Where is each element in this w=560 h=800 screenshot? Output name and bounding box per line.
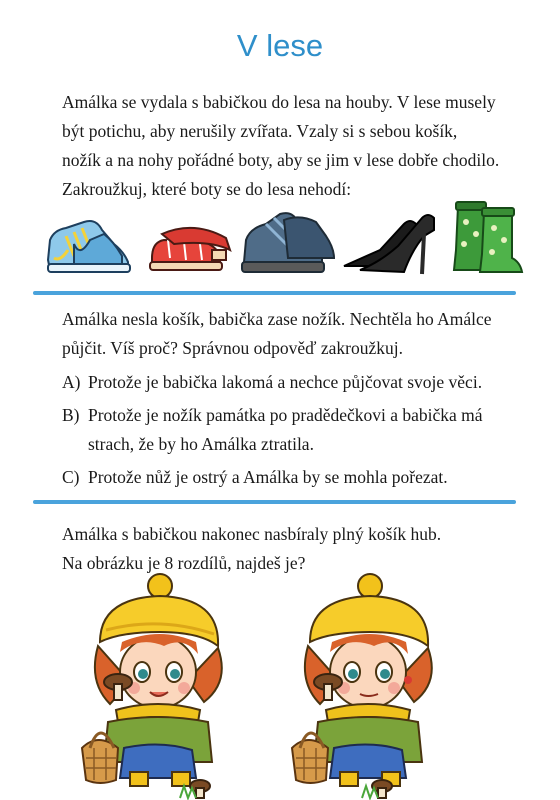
intro-line: být potichu, aby nerušily zvířata. Vzaly si s sebou košík, (62, 121, 458, 141)
answer-options (62, 368, 532, 496)
question-line: Amálka nesla košík, babička zase nožík. Nechtěla ho Amálce (62, 309, 492, 329)
shoes-row (44, 200, 524, 280)
option-letter: B) (62, 405, 80, 425)
section-divider (33, 500, 516, 504)
option-letter: C) (62, 467, 80, 487)
question-paragraph (62, 305, 532, 363)
answer-option-c[interactable] (62, 463, 532, 492)
question-line: půjčit. Víš proč? Správnou odpověď zakroužkuj. (62, 338, 403, 358)
intro-line: Zakroužkuj, které boty se do lesa nehodí: (62, 179, 352, 199)
hiking-boots-icon[interactable] (242, 213, 334, 272)
puzzle-line: Na obrázku je 8 rozdílů, najdeš je? (62, 553, 306, 573)
option-letter: A) (62, 372, 81, 392)
girl-icon (82, 574, 222, 798)
option-text: Protože je nožík památka po pradědečkovi a babička má strach, že by ho Amálka ztratila. (88, 405, 483, 454)
rain-boots-icon[interactable] (454, 202, 522, 272)
sandals-icon[interactable] (150, 228, 230, 270)
answer-option-a[interactable] (62, 368, 532, 397)
puzzle-paragraph (62, 520, 532, 578)
intro-line: Amálka se vydala s babičkou do lesa na houby. V lese musely (62, 92, 496, 112)
intro-line: nožík a na nohy pořádné boty, aby se jim v lese dobře chodilo. (62, 150, 500, 170)
sneakers-icon[interactable] (48, 221, 130, 272)
girl-icon (292, 574, 432, 798)
high-heels-icon[interactable] (344, 215, 434, 274)
answer-option-b[interactable] (62, 401, 532, 459)
intro-paragraph (62, 88, 532, 204)
section-divider (33, 291, 516, 295)
puzzle-line: Amálka s babičkou nakonec nasbíraly plný košík hub. (62, 524, 442, 544)
option-text: Protože nůž je ostrý a Amálka by se mohla pořezat. (88, 467, 448, 487)
girl-illustration-left[interactable] (80, 572, 230, 800)
page-title: V lese (236, 28, 324, 63)
option-text: Protože je babička lakomá a nechce půjčovat svoje věci. (88, 372, 483, 392)
girl-illustration-right[interactable] (290, 572, 440, 800)
